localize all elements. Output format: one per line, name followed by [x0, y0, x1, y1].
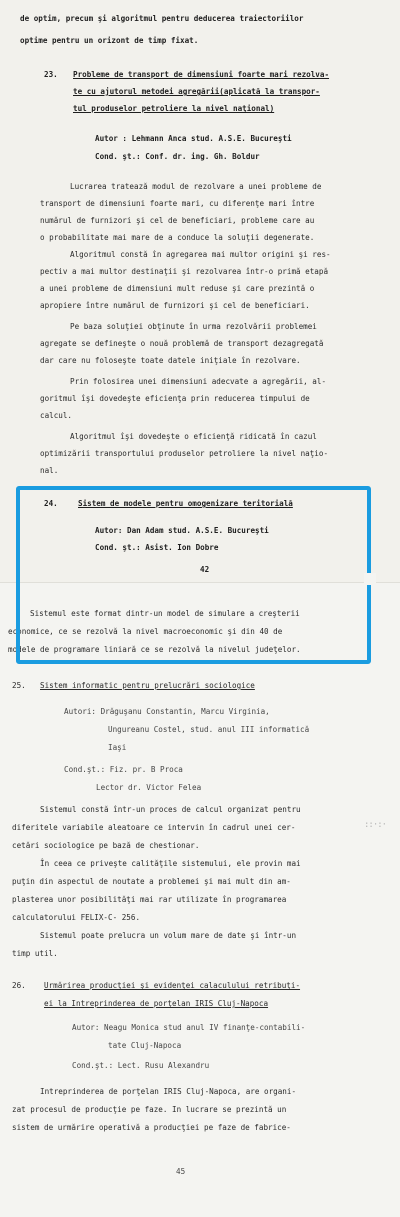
scanned-page-42 [0, 0, 400, 582]
entry-26-body-line: zat procesul de producţie pe faze. In lucrare se prezintă un [12, 1105, 287, 1114]
entry-25-authors-line: Iaşi [108, 743, 127, 752]
entry-26-body-line: sistem de urmărire operativă a producţiei pe faze de fabrice- [12, 1123, 291, 1132]
entry-25-body-line: Sistemul poate prelucra un volum mare de date şi într-un [40, 931, 297, 940]
entry-23-title-line-1: Probleme de transport de dimensiuni foarte mari rezolva- [73, 70, 330, 79]
entry-24-title: Sistem de modele pentru omogenizare teritorială [78, 499, 293, 508]
entry-24-number: 24. [44, 499, 58, 508]
entry-24-author: Autor: Dan Adam stud. A.S.E. Bucureşti [95, 526, 269, 535]
entry-23-body-line: Algoritmul constă în agregarea mai multor origini şi res- [70, 250, 331, 259]
page-number-45: 45 [176, 1167, 186, 1176]
entry-26-coordinator: Cond.şt.: Lect. Rusu Alexandru [72, 1061, 210, 1070]
entry-26-title-line-2: ei la Intreprinderea de porţelan IRIS Cluj-Napoca [44, 999, 269, 1008]
entry-26-number: 26. [12, 981, 26, 990]
entry-25-body-line: timp util. [12, 949, 58, 958]
entry-23-number: 23. [44, 70, 58, 79]
entry-25-authors-line: Autori: Drăguşanu Constantin, Marcu Virginia, [64, 707, 270, 716]
entry-23-body-line: apropiere între numărul de furnizori şi cel de beneficiari. [40, 301, 310, 310]
entry-23-author: Autor : Lehmann Anca stud. A.S.E. Bucureşti [95, 134, 292, 143]
entry-23-coordinator: Cond. şt.: Conf. dr. ing. Gh. Boldur [95, 152, 260, 161]
entry-25-body-line: calculatorului FELIX-C- 256. [12, 913, 141, 922]
entry-25-number: 25. [12, 681, 26, 690]
entry-23-body-line: transport de dimensiuni foarte mari, cu diferenţe mari între [40, 199, 315, 208]
entry-23-body-line: Pe baza soluţiei obţinute în urma rezolvării problemei [70, 322, 317, 331]
entry-23-body-line: nal. [40, 466, 59, 475]
entry-26-author-line: Autor: Neagu Monica stud anul IV finanţe-contabili- [72, 1023, 306, 1032]
entry-24-coordinator: Cond. şt.: Asist. Ion Dobre [95, 543, 219, 552]
entry-24-body-line: modele de programare liniară ce se rezolvă la nivelul judeţelor. [8, 645, 301, 654]
entry-25-body-line: plasterea unor posibilităţi mai rar utilizate în programarea [12, 895, 287, 904]
entry-23-body-line: numărul de furnizori şi cel de beneficiari, probleme care au [40, 216, 315, 225]
entry-25-title: Sistem informatic pentru prelucrări sociologice [40, 681, 255, 690]
entry-23-body-line: agregate se defineşte o nouă problemă de transport dezagregată [40, 339, 324, 348]
entry-23-body-line: dar care nu foloseşte toate datele iniţiale în rezolvare. [40, 356, 301, 365]
intro-line-2: optime pentru un orizont de timp fixat. [20, 36, 199, 45]
scan-smudge: ::·:· [364, 820, 387, 830]
entry-23-body-line: o probabilitate mai mare de a conduce la soluţii degenerate. [40, 233, 315, 242]
entry-26-author-line: tate Cluj-Napoca [108, 1041, 182, 1050]
entry-23-title-line-2: te cu ajutorul metodei agregării(aplicată la transpor- [73, 87, 320, 96]
entry-25-coordinator-line: Cond.şt.: Fiz. pr. B Proca [64, 765, 183, 774]
intro-line-1: de optim, precum şi algoritmul pentru deducerea traiectoriilor [20, 14, 304, 23]
entry-25-body-line: cetări sociologice pe bază de chestionar. [12, 841, 200, 850]
entry-24-body-line: economice, ce se rezolvă la nivel macroeconomic şi din 40 de [8, 627, 283, 636]
entry-23-body-line: goritmul îşi dovedeşte eficienţa prin reducerea timpului de [40, 394, 310, 403]
entry-25-coordinator-line: Lector dr. Victor Felea [96, 783, 202, 792]
entry-23-title-line-3: tul produselor petroliere la nivel naţional) [73, 104, 275, 113]
entry-23-body-line: Algoritmul îşi dovedeşte o eficienţă ridicată în cazul [70, 432, 317, 441]
entry-23-body-line: calcul. [40, 411, 73, 420]
entry-23-body-line: pectiv a mai multor destinaţii şi rezolvarea într-o primă etapă [40, 267, 329, 276]
entry-23-body-line: a unei probleme de dimensiuni mult reduse şi care prezintă o [40, 284, 315, 293]
entry-23-body-line: Prin folosirea unei dimensiuni adecvate a agregării, al- [70, 377, 327, 386]
entry-25-authors-line: Ungureanu Costel, stud. anul III informatică [108, 725, 310, 734]
entry-25-body-line: diferitele variabile aleatoare ce intervin în cadrul unei cer- [12, 823, 296, 832]
entry-26-body-line: Intreprinderea de porţelan IRIS Cluj-Napoca, are organi- [40, 1087, 297, 1096]
page-number-42: 42 [200, 565, 210, 574]
entry-23-body-line: Lucrarea tratează modul de rezolvare a unei probleme de [70, 182, 322, 191]
entry-25-body-line: Sistemul constă într-un proces de calcul organizat pentru [40, 805, 301, 814]
highlight-box-gap [364, 573, 376, 585]
entry-25-body-line: puţin din aspectul de noutate a problemei şi mai mult din am- [12, 877, 291, 886]
entry-25-body-line: În ceea ce priveşte calităţile sistemului, ele provin mai [40, 859, 301, 868]
entry-23-body-line: optimizării transportului produselor petroliere la nivel naţio- [40, 449, 329, 458]
entry-26-title-line-1: Urmărirea producţiei şi evidenţei calaculului retribuţi- [44, 981, 301, 990]
scanned-page-45 [0, 582, 400, 1217]
entry-24-body-line: Sistemul este format dintr-un model de simulare a creşterii [30, 609, 300, 618]
